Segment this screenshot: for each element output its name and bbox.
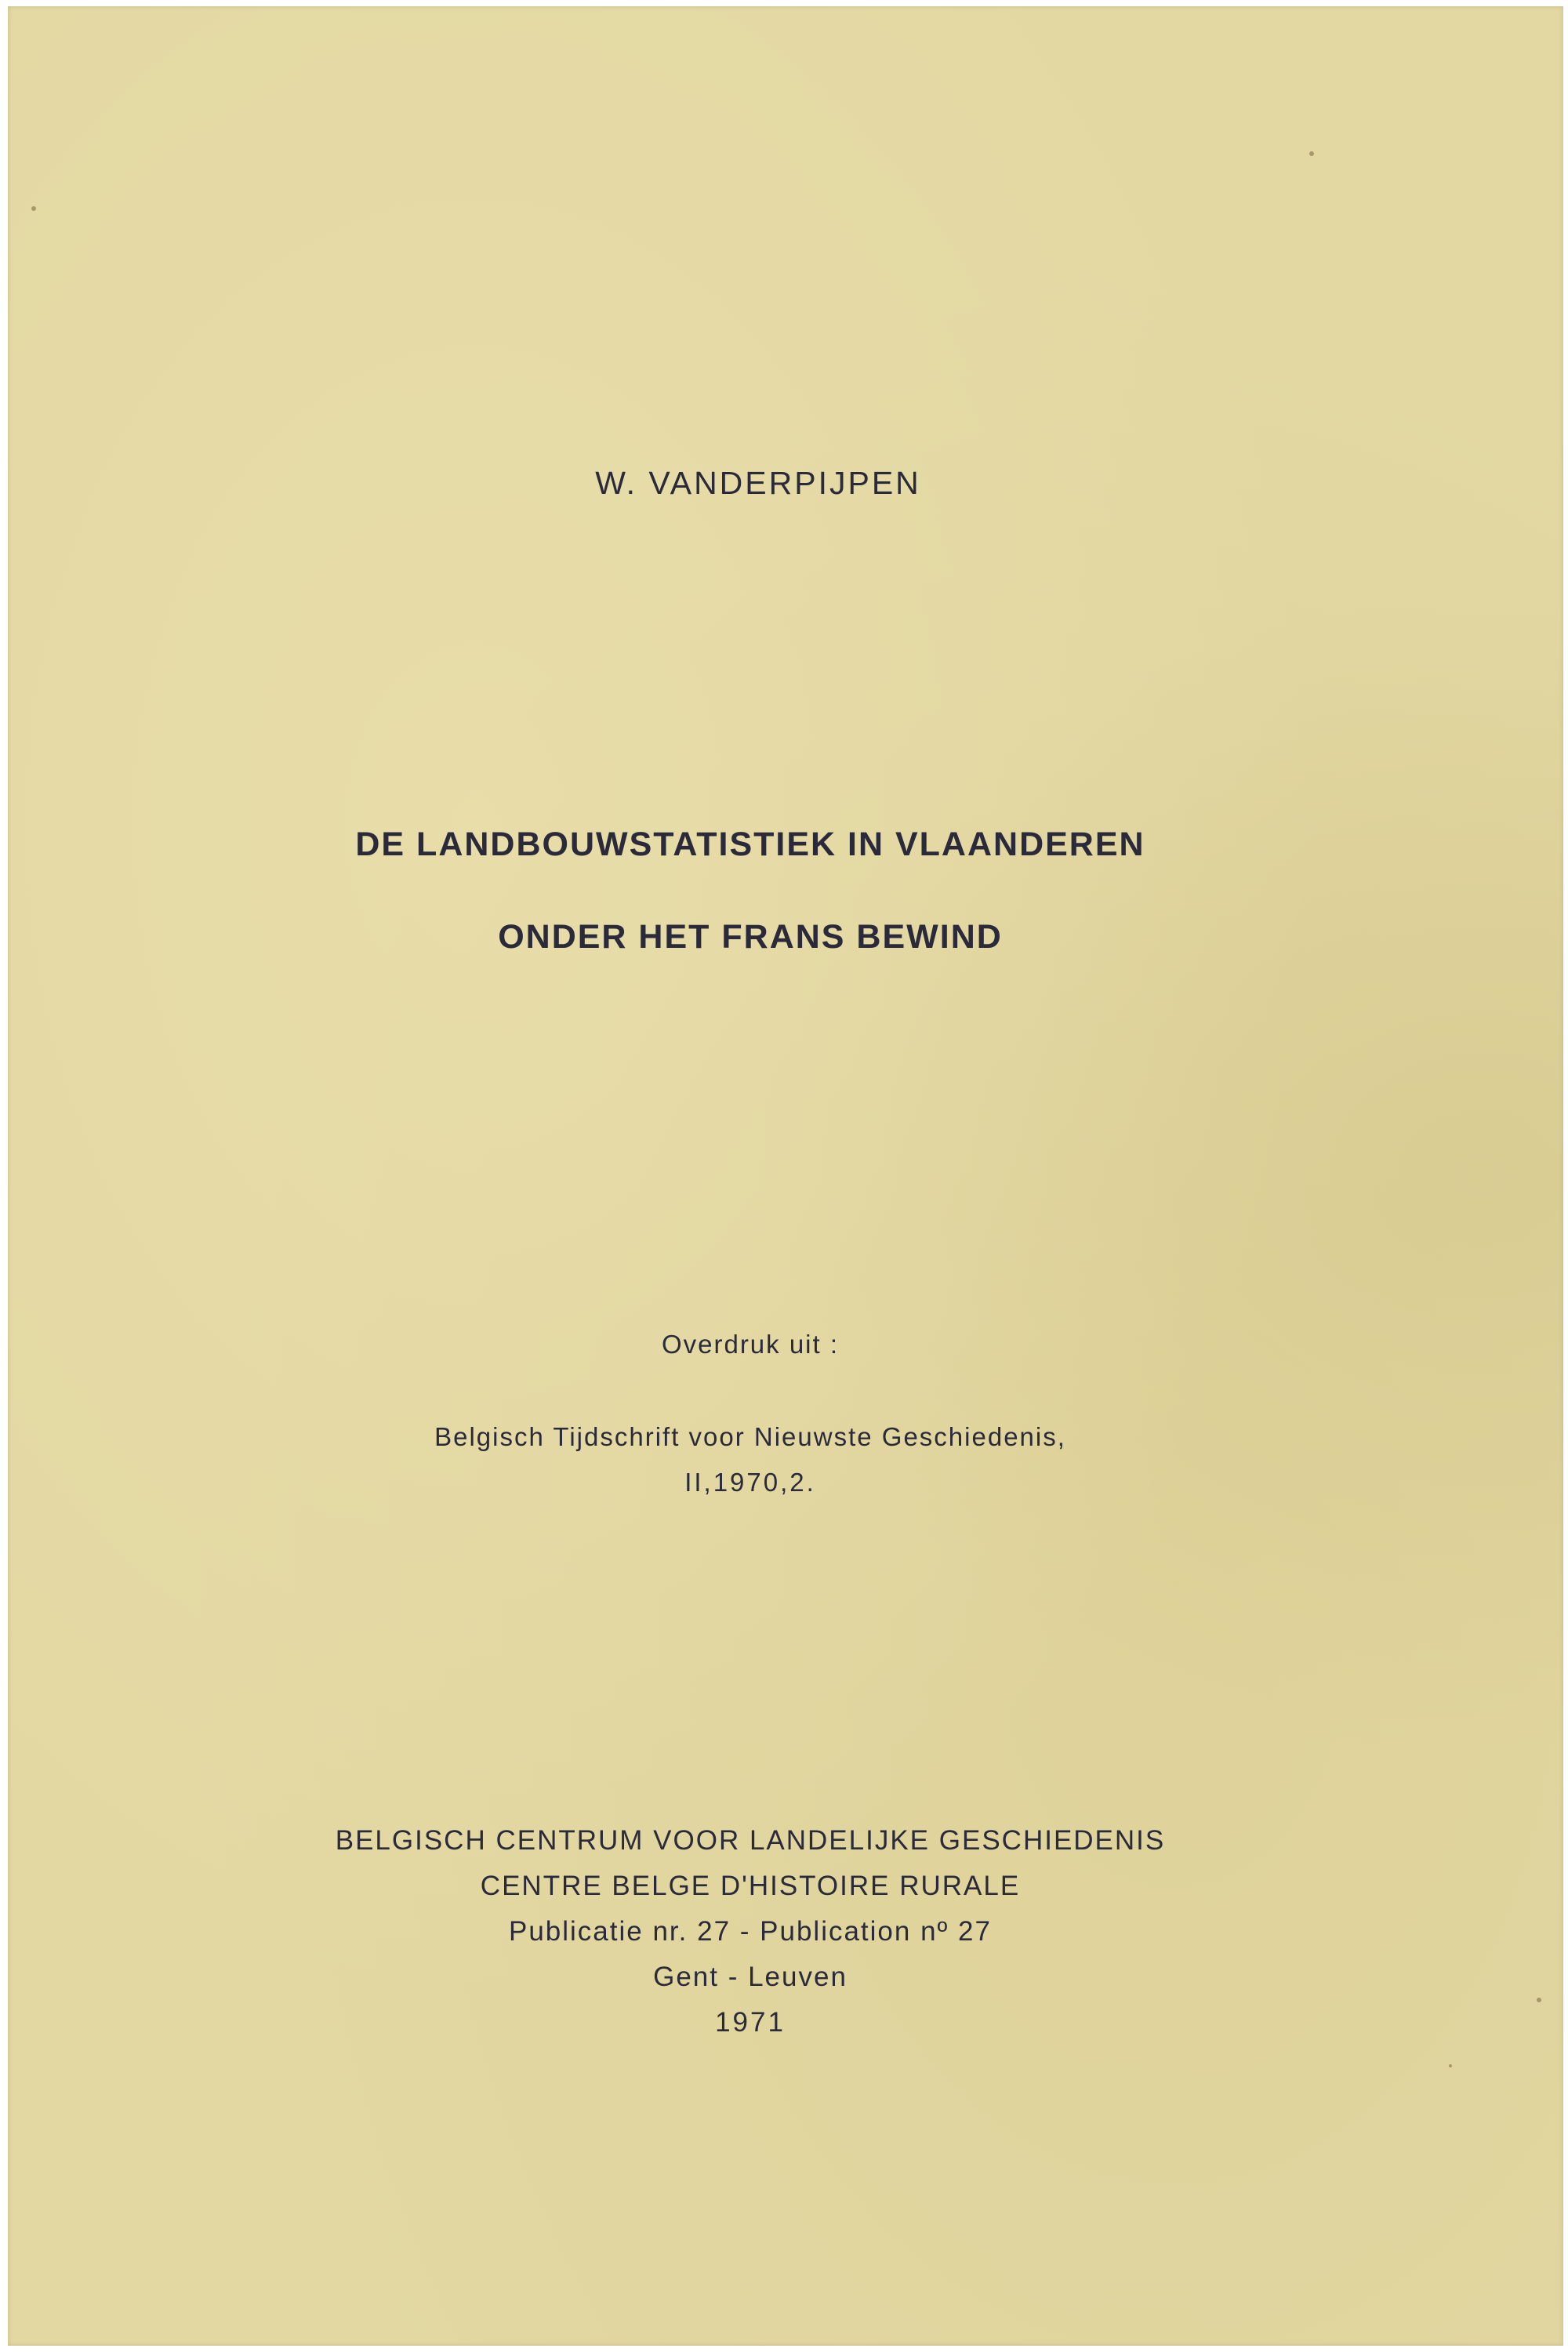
publication-number: Publicatie nr. 27 - Publication nº 27: [508, 1916, 992, 1947]
paper-speck: [1537, 1998, 1541, 2002]
publication-cities: Gent - Leuven: [653, 1962, 848, 1992]
publisher-french: CENTRE BELGE D'HISTOIRE RURALE: [480, 1871, 1021, 1901]
title-line-2: ONDER HET FRANS BEWIND: [498, 918, 1003, 956]
publisher-dutch: BELGISCH CENTRUM VOOR LANDELIJKE GESCHIEDENIS: [335, 1825, 1166, 1856]
author-name: W. VANDERPIJPEN: [595, 465, 921, 501]
title-line-1: DE LANDBOUWSTATISTIEK IN VLAANDEREN: [355, 826, 1145, 863]
journal-volume: II,1970,2.: [684, 1468, 816, 1497]
publication-year: 1971: [715, 2007, 786, 2038]
journal-name: Belgisch Tijdschrift voor Nieuwste Geschiedenis,: [434, 1422, 1066, 1451]
reprint-label: Overdruk uit :: [661, 1330, 840, 1359]
paper-speck: [1449, 2064, 1452, 2067]
paper-speck: [31, 206, 36, 211]
paper-speck: [1309, 151, 1314, 156]
book-cover: [8, 6, 1563, 2346]
